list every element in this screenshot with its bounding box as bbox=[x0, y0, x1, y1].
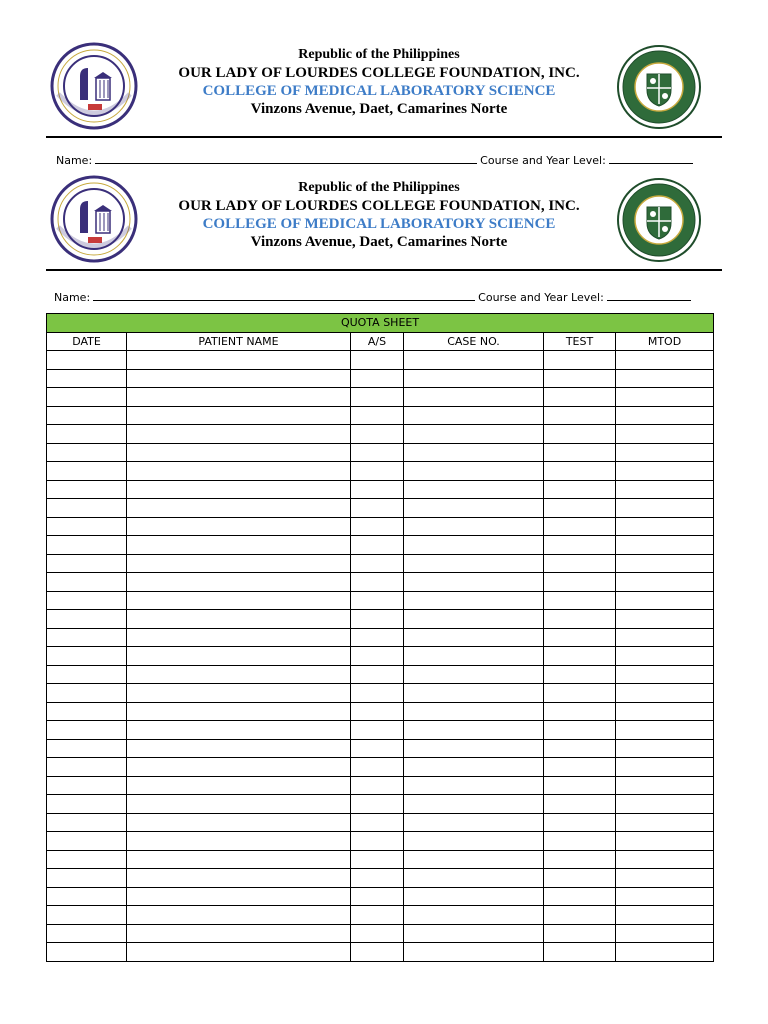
cell-test[interactable] bbox=[544, 739, 616, 758]
cell-case-no[interactable] bbox=[404, 647, 544, 666]
cell-date[interactable] bbox=[47, 406, 127, 425]
cell-date[interactable] bbox=[47, 832, 127, 851]
cell-patient-name[interactable] bbox=[127, 684, 351, 703]
cell-test[interactable] bbox=[544, 610, 616, 629]
cell-case-no[interactable] bbox=[404, 480, 544, 499]
column-header-as: A/S bbox=[351, 332, 404, 351]
cell-test[interactable] bbox=[544, 813, 616, 832]
cell-mtod[interactable] bbox=[616, 647, 714, 666]
cell-test[interactable] bbox=[544, 702, 616, 721]
student-info-line bbox=[54, 291, 691, 304]
cell-case-no[interactable] bbox=[404, 832, 544, 851]
table-row bbox=[47, 369, 714, 388]
course-year-field[interactable] bbox=[609, 154, 693, 164]
cell-patient-name[interactable] bbox=[127, 739, 351, 758]
college-seal-icon bbox=[50, 175, 138, 263]
cell-date[interactable] bbox=[47, 480, 127, 499]
cell-test[interactable] bbox=[544, 388, 616, 407]
cell-test[interactable] bbox=[544, 850, 616, 869]
cell-case-no[interactable] bbox=[404, 758, 544, 777]
student-info-line bbox=[56, 154, 693, 167]
cell-as[interactable] bbox=[351, 795, 404, 814]
cell-test[interactable] bbox=[544, 480, 616, 499]
cell-test[interactable] bbox=[544, 369, 616, 388]
cell-mtod[interactable] bbox=[616, 684, 714, 703]
cell-case-no[interactable] bbox=[404, 813, 544, 832]
course-year-field[interactable] bbox=[607, 291, 691, 301]
cell-patient-name[interactable] bbox=[127, 832, 351, 851]
cell-date[interactable] bbox=[47, 684, 127, 703]
table-row bbox=[47, 665, 714, 684]
cell-case-no[interactable] bbox=[404, 665, 544, 684]
cell-patient-name[interactable] bbox=[127, 702, 351, 721]
cell-as[interactable] bbox=[351, 499, 404, 518]
cell-as[interactable] bbox=[351, 628, 404, 647]
cell-test[interactable] bbox=[544, 869, 616, 888]
cell-as[interactable] bbox=[351, 832, 404, 851]
column-header-date: DATE bbox=[47, 332, 127, 351]
cell-test[interactable] bbox=[544, 591, 616, 610]
cell-case-no[interactable] bbox=[404, 443, 544, 462]
table-row bbox=[47, 832, 714, 851]
cell-case-no[interactable] bbox=[404, 388, 544, 407]
cell-mtod[interactable] bbox=[616, 573, 714, 592]
table-row bbox=[47, 628, 714, 647]
cell-case-no[interactable] bbox=[404, 628, 544, 647]
cell-as[interactable] bbox=[351, 943, 404, 962]
cell-test[interactable] bbox=[544, 906, 616, 925]
cell-mtod[interactable] bbox=[616, 869, 714, 888]
table-row bbox=[47, 924, 714, 943]
cell-case-no[interactable] bbox=[404, 573, 544, 592]
table-row bbox=[47, 388, 714, 407]
column-header-test: TEST bbox=[544, 332, 616, 351]
cell-mtod[interactable] bbox=[616, 924, 714, 943]
cell-date[interactable] bbox=[47, 869, 127, 888]
cell-as[interactable] bbox=[351, 591, 404, 610]
table-title: QUOTA SHEET bbox=[47, 314, 714, 333]
cell-case-no[interactable] bbox=[404, 702, 544, 721]
cell-as[interactable] bbox=[351, 684, 404, 703]
cell-patient-name[interactable] bbox=[127, 591, 351, 610]
table-row bbox=[47, 887, 714, 906]
cell-case-no[interactable] bbox=[404, 776, 544, 795]
cell-test[interactable] bbox=[544, 462, 616, 481]
cell-as[interactable] bbox=[351, 462, 404, 481]
cell-mtod[interactable] bbox=[616, 832, 714, 851]
cell-test[interactable] bbox=[544, 628, 616, 647]
cell-test[interactable] bbox=[544, 443, 616, 462]
cell-mtod[interactable] bbox=[616, 887, 714, 906]
table-row bbox=[47, 443, 714, 462]
cell-test[interactable] bbox=[544, 425, 616, 444]
cell-as[interactable] bbox=[351, 776, 404, 795]
table-row bbox=[47, 739, 714, 758]
cell-patient-name[interactable] bbox=[127, 517, 351, 536]
table-row bbox=[47, 721, 714, 740]
cell-as[interactable] bbox=[351, 351, 404, 370]
cell-case-no[interactable] bbox=[404, 943, 544, 962]
table-row bbox=[47, 702, 714, 721]
table-row bbox=[47, 351, 714, 370]
name-label: Name: bbox=[54, 291, 91, 304]
table-row bbox=[47, 684, 714, 703]
cell-date[interactable] bbox=[47, 499, 127, 518]
cell-test[interactable] bbox=[544, 517, 616, 536]
cell-date[interactable] bbox=[47, 702, 127, 721]
cell-test[interactable] bbox=[544, 536, 616, 555]
header-block bbox=[46, 175, 722, 271]
cell-date[interactable] bbox=[47, 554, 127, 573]
cell-date[interactable] bbox=[47, 758, 127, 777]
cell-mtod[interactable] bbox=[616, 776, 714, 795]
cell-test[interactable] bbox=[544, 573, 616, 592]
cell-patient-name[interactable] bbox=[127, 536, 351, 555]
cell-patient-name[interactable] bbox=[127, 610, 351, 629]
cell-patient-name[interactable] bbox=[127, 758, 351, 777]
header-divider bbox=[46, 136, 722, 138]
cell-date[interactable] bbox=[47, 795, 127, 814]
cell-case-no[interactable] bbox=[404, 887, 544, 906]
cell-date[interactable] bbox=[47, 462, 127, 481]
cell-mtod[interactable] bbox=[616, 721, 714, 740]
cell-as[interactable] bbox=[351, 517, 404, 536]
cell-patient-name[interactable] bbox=[127, 813, 351, 832]
cell-patient-name[interactable] bbox=[127, 887, 351, 906]
table-row bbox=[47, 943, 714, 962]
cell-date[interactable] bbox=[47, 443, 127, 462]
cell-mtod[interactable] bbox=[616, 517, 714, 536]
cell-mtod[interactable] bbox=[616, 665, 714, 684]
cell-mtod[interactable] bbox=[616, 610, 714, 629]
cell-date[interactable] bbox=[47, 943, 127, 962]
cell-as[interactable] bbox=[351, 665, 404, 684]
cell-date[interactable] bbox=[47, 351, 127, 370]
cell-date[interactable] bbox=[47, 924, 127, 943]
medtech-seal-icon bbox=[616, 44, 702, 130]
table-row bbox=[47, 517, 714, 536]
table-row bbox=[47, 573, 714, 592]
cell-case-no[interactable] bbox=[404, 425, 544, 444]
table-row bbox=[47, 499, 714, 518]
cell-case-no[interactable] bbox=[404, 462, 544, 481]
cell-case-no[interactable] bbox=[404, 906, 544, 925]
cell-as[interactable] bbox=[351, 887, 404, 906]
cell-date[interactable] bbox=[47, 647, 127, 666]
cell-case-no[interactable] bbox=[404, 369, 544, 388]
cell-date[interactable] bbox=[47, 665, 127, 684]
cell-patient-name[interactable] bbox=[127, 462, 351, 481]
cell-mtod[interactable] bbox=[616, 425, 714, 444]
cell-date[interactable] bbox=[47, 628, 127, 647]
cell-test[interactable] bbox=[544, 832, 616, 851]
cell-patient-name[interactable] bbox=[127, 721, 351, 740]
cell-mtod[interactable] bbox=[616, 943, 714, 962]
header-address: Vinzons Avenue, Daet, Camarines Norte bbox=[250, 234, 508, 250]
cell-date[interactable] bbox=[47, 739, 127, 758]
header-divider bbox=[46, 269, 722, 271]
header-institution-name: OUR LADY OF LOURDES COLLEGE FOUNDATION, INC. bbox=[178, 198, 580, 214]
cell-test[interactable] bbox=[544, 351, 616, 370]
cell-as[interactable] bbox=[351, 388, 404, 407]
cell-as[interactable] bbox=[351, 369, 404, 388]
cell-case-no[interactable] bbox=[404, 554, 544, 573]
table-row bbox=[47, 758, 714, 777]
header-college-name: COLLEGE OF MEDICAL LABORATORY SCIENCE bbox=[202, 216, 556, 232]
cell-test[interactable] bbox=[544, 776, 616, 795]
cell-mtod[interactable] bbox=[616, 795, 714, 814]
cell-mtod[interactable] bbox=[616, 758, 714, 777]
cell-patient-name[interactable] bbox=[127, 425, 351, 444]
cell-test[interactable] bbox=[544, 795, 616, 814]
cell-case-no[interactable] bbox=[404, 351, 544, 370]
cell-patient-name[interactable] bbox=[127, 369, 351, 388]
cell-as[interactable] bbox=[351, 702, 404, 721]
cell-patient-name[interactable] bbox=[127, 628, 351, 647]
cell-as[interactable] bbox=[351, 813, 404, 832]
cell-patient-name[interactable] bbox=[127, 924, 351, 943]
cell-mtod[interactable] bbox=[616, 628, 714, 647]
table-row bbox=[47, 462, 714, 481]
cell-case-no[interactable] bbox=[404, 517, 544, 536]
cell-mtod[interactable] bbox=[616, 462, 714, 481]
cell-patient-name[interactable] bbox=[127, 499, 351, 518]
table-row bbox=[47, 610, 714, 629]
cell-case-no[interactable] bbox=[404, 924, 544, 943]
cell-date[interactable] bbox=[47, 369, 127, 388]
cell-mtod[interactable] bbox=[616, 443, 714, 462]
cell-case-no[interactable] bbox=[404, 869, 544, 888]
table-header-row bbox=[47, 332, 714, 351]
cell-patient-name[interactable] bbox=[127, 850, 351, 869]
cell-mtod[interactable] bbox=[616, 850, 714, 869]
cell-as[interactable] bbox=[351, 554, 404, 573]
cell-patient-name[interactable] bbox=[127, 795, 351, 814]
cell-as[interactable] bbox=[351, 425, 404, 444]
cell-as[interactable] bbox=[351, 610, 404, 629]
cell-case-no[interactable] bbox=[404, 406, 544, 425]
cell-test[interactable] bbox=[544, 647, 616, 666]
cell-test[interactable] bbox=[544, 721, 616, 740]
table-row bbox=[47, 776, 714, 795]
cell-test[interactable] bbox=[544, 406, 616, 425]
table-row bbox=[47, 869, 714, 888]
cell-as[interactable] bbox=[351, 536, 404, 555]
table-row bbox=[47, 591, 714, 610]
cell-mtod[interactable] bbox=[616, 739, 714, 758]
cell-as[interactable] bbox=[351, 647, 404, 666]
cell-case-no[interactable] bbox=[404, 739, 544, 758]
cell-test[interactable] bbox=[544, 684, 616, 703]
cell-date[interactable] bbox=[47, 906, 127, 925]
header-block bbox=[46, 42, 722, 138]
cell-patient-name[interactable] bbox=[127, 943, 351, 962]
header-institution-name: OUR LADY OF LOURDES COLLEGE FOUNDATION, INC. bbox=[178, 65, 580, 81]
header-address: Vinzons Avenue, Daet, Camarines Norte bbox=[250, 101, 508, 117]
cell-mtod[interactable] bbox=[616, 406, 714, 425]
cell-as[interactable] bbox=[351, 443, 404, 462]
cell-date[interactable] bbox=[47, 536, 127, 555]
cell-patient-name[interactable] bbox=[127, 554, 351, 573]
table-row bbox=[47, 425, 714, 444]
cell-as[interactable] bbox=[351, 850, 404, 869]
cell-mtod[interactable] bbox=[616, 351, 714, 370]
cell-date[interactable] bbox=[47, 887, 127, 906]
cell-patient-name[interactable] bbox=[127, 665, 351, 684]
cell-case-no[interactable] bbox=[404, 591, 544, 610]
cell-test[interactable] bbox=[544, 887, 616, 906]
cell-patient-name[interactable] bbox=[127, 406, 351, 425]
table-row bbox=[47, 536, 714, 555]
cell-mtod[interactable] bbox=[616, 536, 714, 555]
cell-patient-name[interactable] bbox=[127, 647, 351, 666]
name-field[interactable] bbox=[95, 154, 477, 164]
cell-mtod[interactable] bbox=[616, 369, 714, 388]
cell-date[interactable] bbox=[47, 776, 127, 795]
cell-as[interactable] bbox=[351, 906, 404, 925]
cell-date[interactable] bbox=[47, 425, 127, 444]
quota-sheet-table bbox=[46, 313, 714, 962]
table-row bbox=[47, 795, 714, 814]
table-row bbox=[47, 813, 714, 832]
cell-case-no[interactable] bbox=[404, 684, 544, 703]
table-body bbox=[47, 351, 714, 962]
cell-test[interactable] bbox=[544, 499, 616, 518]
medtech-seal-icon bbox=[616, 177, 702, 263]
cell-date[interactable] bbox=[47, 388, 127, 407]
cell-test[interactable] bbox=[544, 924, 616, 943]
column-header-case-no: CASE NO. bbox=[404, 332, 544, 351]
cell-mtod[interactable] bbox=[616, 388, 714, 407]
cell-mtod[interactable] bbox=[616, 554, 714, 573]
cell-mtod[interactable] bbox=[616, 813, 714, 832]
table-row bbox=[47, 480, 714, 499]
cell-as[interactable] bbox=[351, 406, 404, 425]
cell-patient-name[interactable] bbox=[127, 776, 351, 795]
name-label: Name: bbox=[56, 154, 93, 167]
cell-mtod[interactable] bbox=[616, 702, 714, 721]
cell-date[interactable] bbox=[47, 591, 127, 610]
cell-case-no[interactable] bbox=[404, 850, 544, 869]
college-seal-icon bbox=[50, 42, 138, 130]
cell-as[interactable] bbox=[351, 480, 404, 499]
header-college-name: COLLEGE OF MEDICAL LABORATORY SCIENCE bbox=[202, 83, 556, 99]
cell-case-no[interactable] bbox=[404, 721, 544, 740]
name-field[interactable] bbox=[93, 291, 475, 301]
cell-test[interactable] bbox=[544, 665, 616, 684]
cell-date[interactable] bbox=[47, 610, 127, 629]
course-year-label: Course and Year Level: bbox=[478, 291, 604, 304]
cell-test[interactable] bbox=[544, 554, 616, 573]
table-row bbox=[47, 850, 714, 869]
table-row bbox=[47, 647, 714, 666]
header-republic-line: Republic of the Philippines bbox=[298, 47, 460, 62]
cell-as[interactable] bbox=[351, 739, 404, 758]
cell-test[interactable] bbox=[544, 758, 616, 777]
cell-date[interactable] bbox=[47, 850, 127, 869]
cell-case-no[interactable] bbox=[404, 610, 544, 629]
cell-test[interactable] bbox=[544, 943, 616, 962]
cell-date[interactable] bbox=[47, 721, 127, 740]
cell-patient-name[interactable] bbox=[127, 480, 351, 499]
table-row bbox=[47, 406, 714, 425]
header-republic-line: Republic of the Philippines bbox=[298, 180, 460, 195]
cell-date[interactable] bbox=[47, 573, 127, 592]
cell-as[interactable] bbox=[351, 869, 404, 888]
cell-case-no[interactable] bbox=[404, 536, 544, 555]
cell-date[interactable] bbox=[47, 813, 127, 832]
cell-patient-name[interactable] bbox=[127, 388, 351, 407]
cell-as[interactable] bbox=[351, 758, 404, 777]
cell-case-no[interactable] bbox=[404, 499, 544, 518]
cell-patient-name[interactable] bbox=[127, 573, 351, 592]
cell-as[interactable] bbox=[351, 573, 404, 592]
column-header-patient-name: PATIENT NAME bbox=[127, 332, 351, 351]
cell-mtod[interactable] bbox=[616, 480, 714, 499]
cell-as[interactable] bbox=[351, 721, 404, 740]
cell-mtod[interactable] bbox=[616, 591, 714, 610]
table-row bbox=[47, 906, 714, 925]
column-header-mtod: MTOD bbox=[616, 332, 714, 351]
cell-mtod[interactable] bbox=[616, 906, 714, 925]
cell-date[interactable] bbox=[47, 517, 127, 536]
cell-case-no[interactable] bbox=[404, 795, 544, 814]
cell-patient-name[interactable] bbox=[127, 906, 351, 925]
cell-as[interactable] bbox=[351, 924, 404, 943]
table-row bbox=[47, 554, 714, 573]
cell-patient-name[interactable] bbox=[127, 443, 351, 462]
cell-mtod[interactable] bbox=[616, 499, 714, 518]
cell-patient-name[interactable] bbox=[127, 351, 351, 370]
cell-patient-name[interactable] bbox=[127, 869, 351, 888]
course-year-label: Course and Year Level: bbox=[480, 154, 606, 167]
